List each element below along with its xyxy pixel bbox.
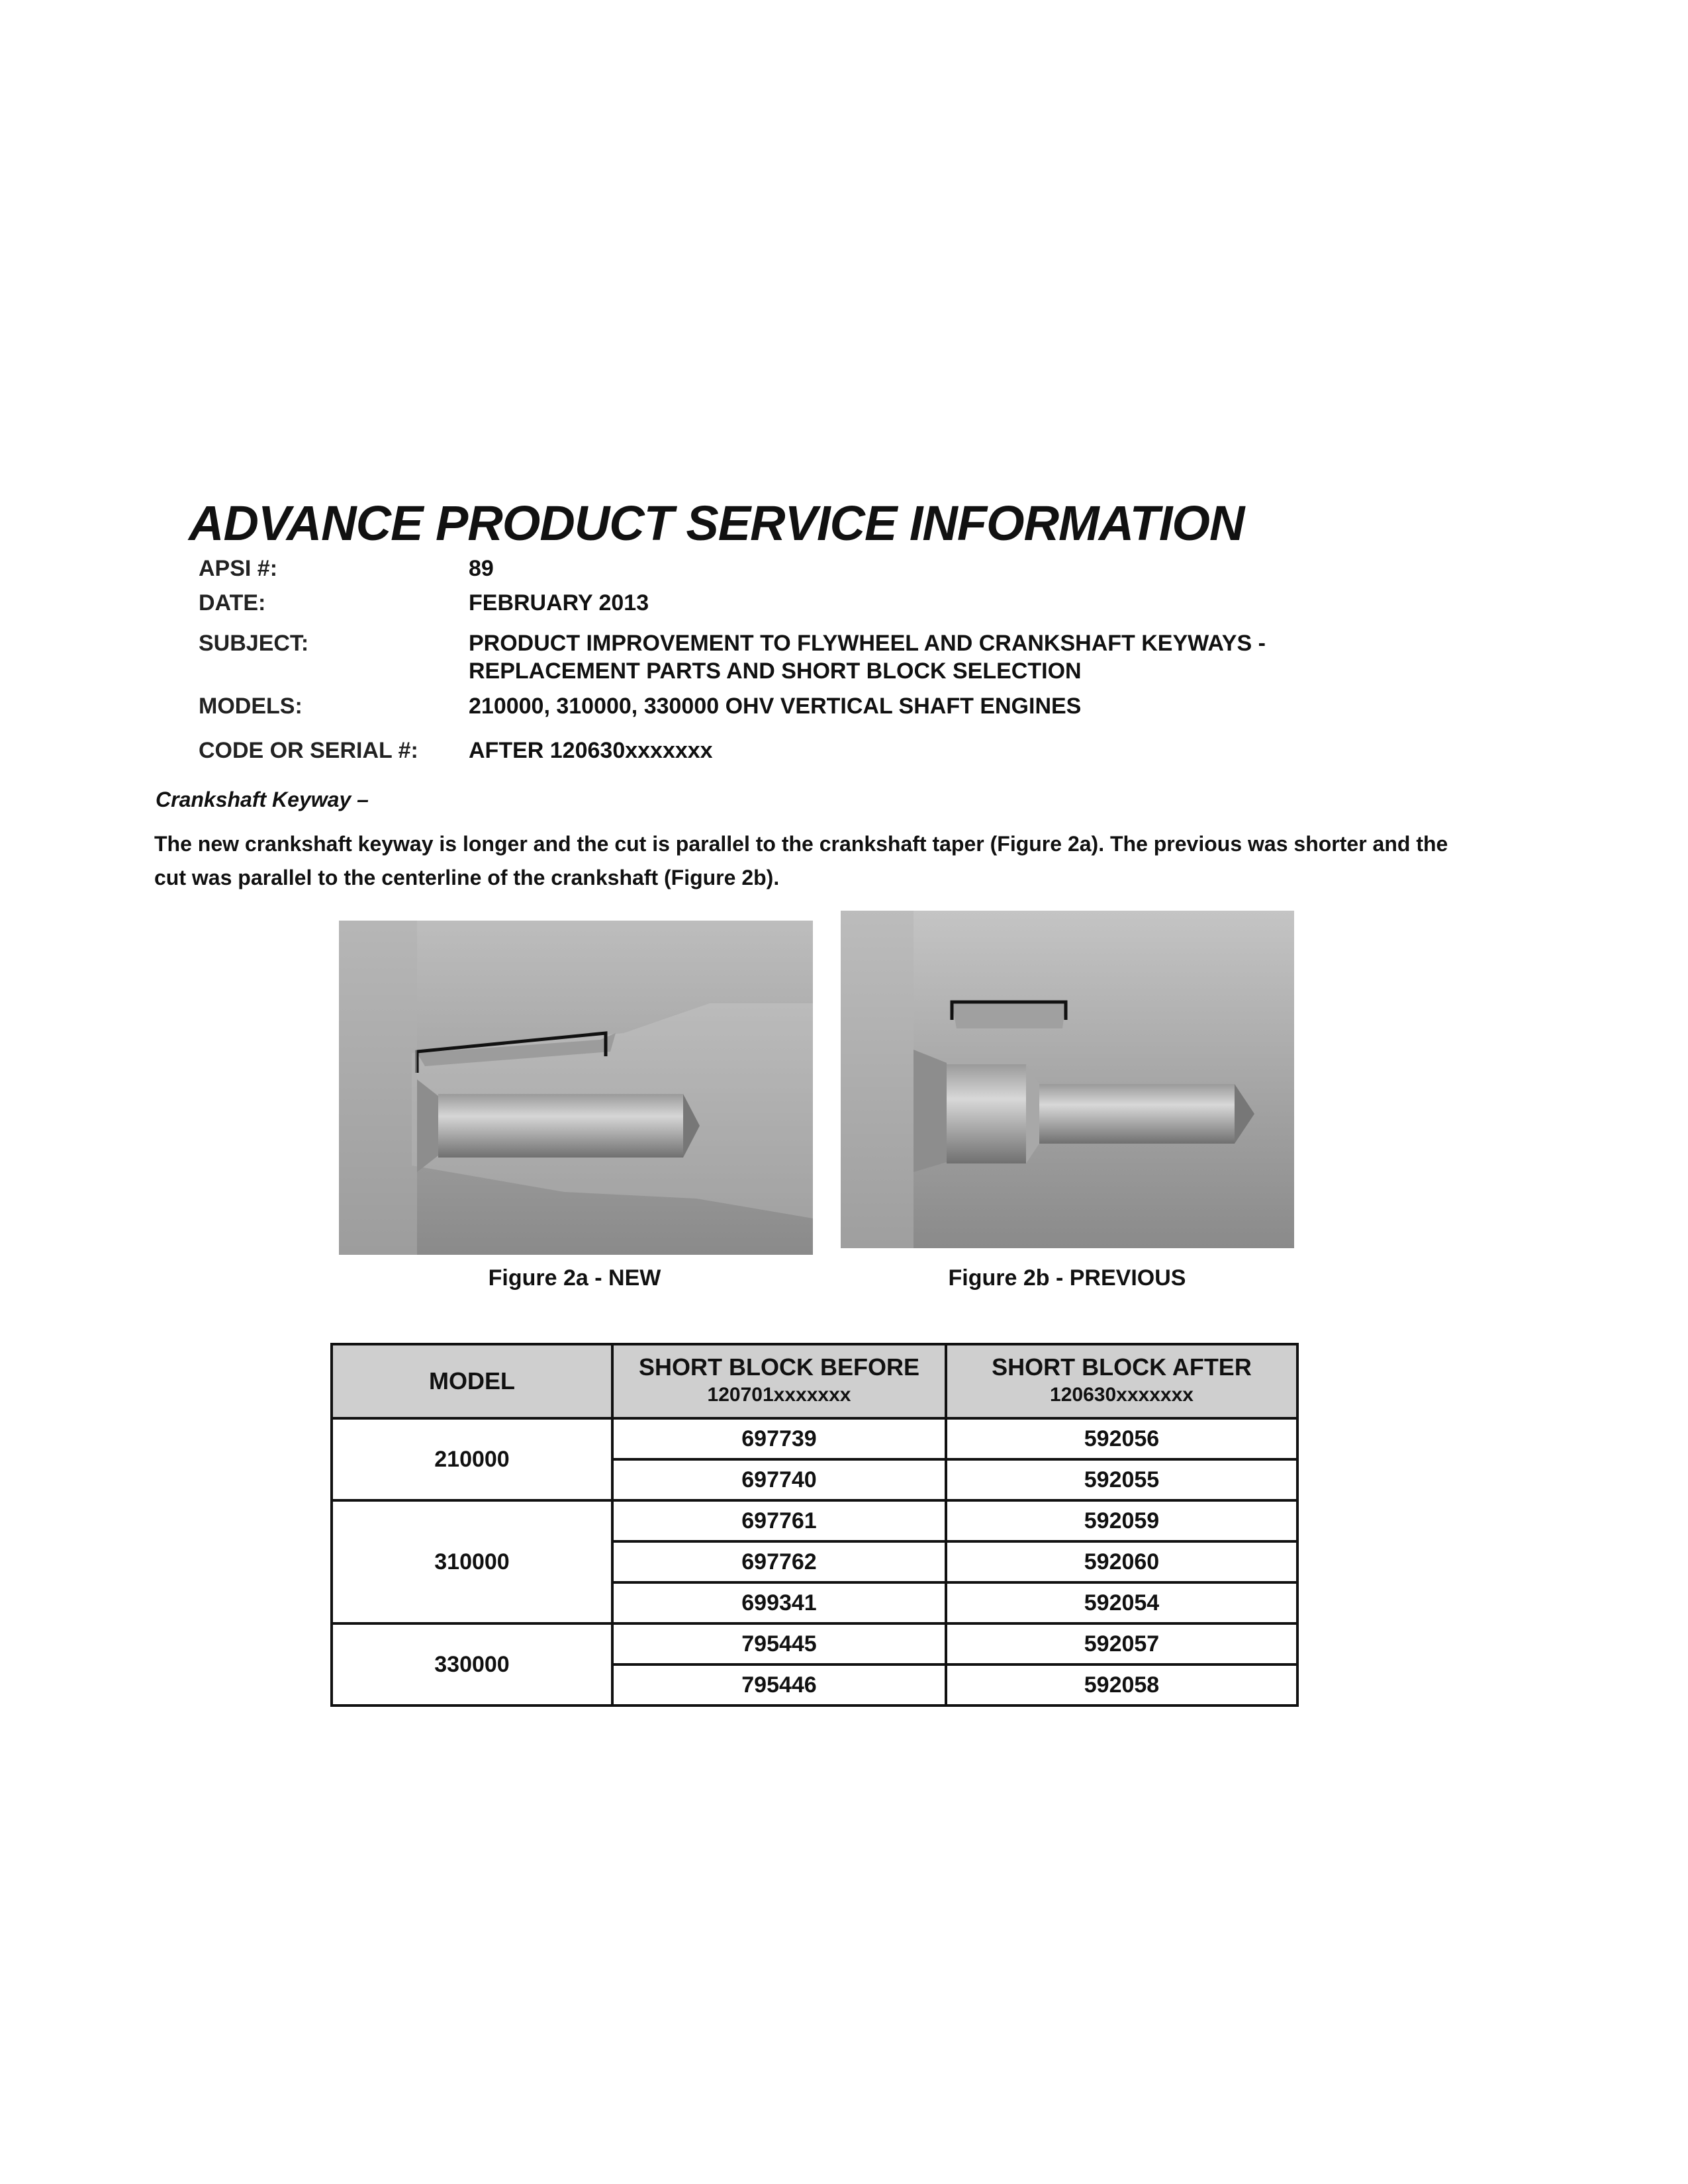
before-cell: 697761 [612,1500,946,1541]
after-cell: 592056 [946,1418,1297,1459]
after-cell: 592060 [946,1541,1297,1582]
after-cell: 592057 [946,1623,1297,1664]
short-block-table [330,1343,1299,1707]
document-title: ADVANCE PRODUCT SERVICE INFORMATION [189,496,1244,551]
header-after-sub: 120630xxxxxxx [1050,1384,1194,1406]
model-cell: 310000 [332,1500,612,1623]
subject-label: SUBJECT: [199,631,309,656]
model-cell: 330000 [332,1623,612,1706]
before-cell: 697739 [612,1418,946,1459]
table-row [332,1623,1297,1664]
date-label: DATE: [199,590,266,615]
header-model [332,1344,612,1418]
section-heading: Crankshaft Keyway – [156,788,369,811]
subject-value: PRODUCT IMPROVEMENT TO FLYWHEEL AND CRANKSHAFT KEYWAYS - [469,631,1266,656]
after-cell: 592055 [946,1459,1297,1500]
header-before-sub: 120701xxxxxxx [707,1384,851,1406]
figure-2b-image [841,911,1294,1248]
header-model-title: MODEL [429,1367,515,1394]
after-cell: 592059 [946,1500,1297,1541]
header-before [612,1344,946,1418]
figure-2a-image [339,921,813,1255]
figure-2a-caption: Figure 2a - NEW [488,1265,661,1291]
before-cell: 697762 [612,1541,946,1582]
table-row [332,1418,1297,1459]
serial-label: CODE OR SERIAL #: [199,738,418,763]
figure-2b-caption: Figure 2b - PREVIOUS [948,1265,1186,1291]
apsi-value: 89 [469,556,494,581]
table-header-row [332,1344,1297,1418]
before-cell: 699341 [612,1582,946,1623]
table-row [332,1500,1297,1541]
header-after-title: SHORT BLOCK AFTER [992,1353,1252,1381]
models-label: MODELS: [199,694,303,719]
subject-value-line2: REPLACEMENT PARTS AND SHORT BLOCK SELECTION [469,659,1082,684]
serial-value: AFTER 120630xxxxxxx [469,738,713,763]
after-cell: 592054 [946,1582,1297,1623]
date-value: FEBRUARY 2013 [469,590,649,615]
after-cell: 592058 [946,1664,1297,1706]
before-cell: 795446 [612,1664,946,1706]
before-cell: 697740 [612,1459,946,1500]
before-cell: 795445 [612,1623,946,1664]
header-after [946,1344,1297,1418]
apsi-label: APSI #: [199,556,278,581]
models-value: 210000, 310000, 330000 OHV VERTICAL SHAFT ENGINES [469,694,1082,719]
section-paragraph: The new crankshaft keyway is longer and the cut is parallel to the crankshaft taper (Figure 2a). The previous was shorter and the cut was parallel to the centerline of the crankshaft (Figure 2b). [154,832,1448,889]
header-before-title: SHORT BLOCK BEFORE [638,1353,919,1381]
model-cell: 210000 [332,1418,612,1500]
